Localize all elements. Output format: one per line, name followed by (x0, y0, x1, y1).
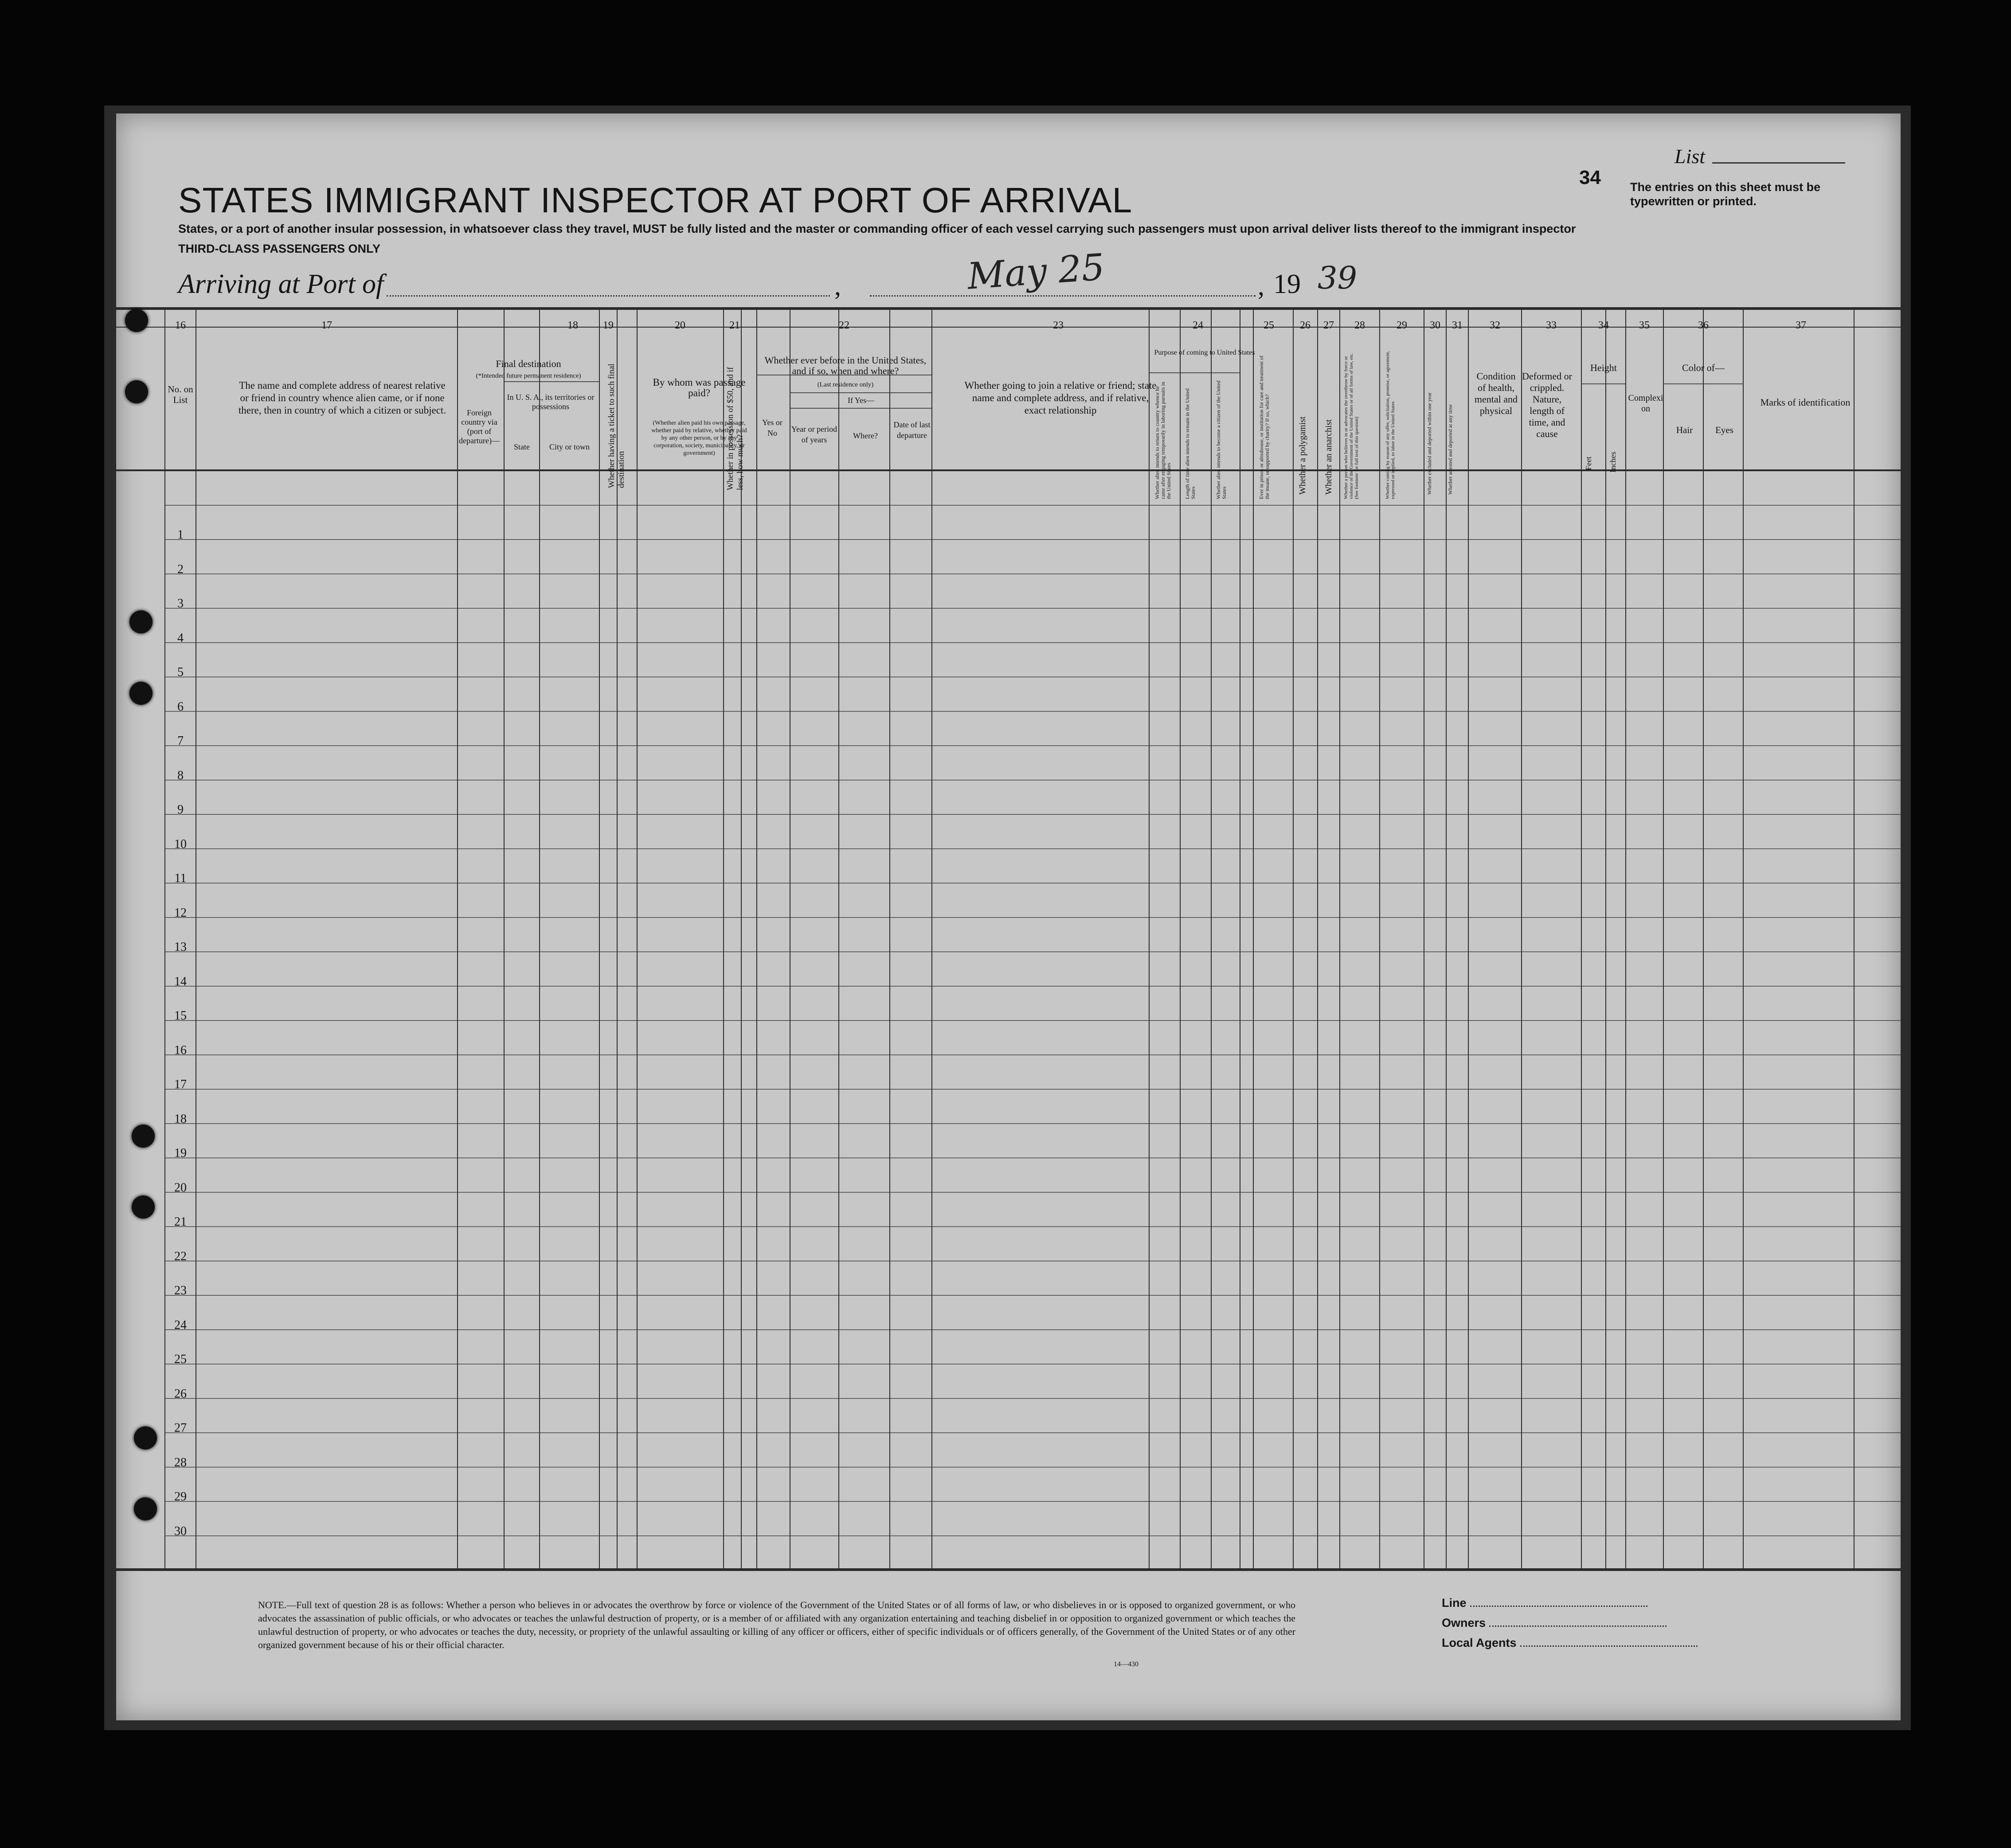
col18-subtitle: (*Intended future permanent residence) (476, 372, 581, 379)
col18-city: City or town (549, 442, 590, 451)
row-number: 23 (174, 1284, 187, 1297)
col19-header: Whether having a ticket to such final destination (607, 363, 626, 488)
col22-yesno: Yes or No (762, 418, 782, 438)
col22-where: Where? (853, 431, 878, 440)
row-number: 19 (174, 1146, 187, 1160)
column-number: 19 (603, 320, 614, 331)
handwritten-year: 39 (1318, 260, 1358, 296)
row-number: 12 (174, 906, 187, 920)
row-number: 17 (174, 1078, 187, 1091)
row-number: 6 (177, 699, 184, 714)
line-dots (1470, 1606, 1647, 1607)
row-number: 16 (174, 1043, 187, 1057)
binder-hole (129, 610, 153, 633)
agents-label: Local Agents (1442, 1636, 1517, 1649)
column-number: 32 (1490, 320, 1500, 331)
col35-header: Complexion (1628, 393, 1663, 414)
row-number: 27 (174, 1421, 187, 1435)
col29-header: Whether coming by reason of any offer, solicitation, promise, or agreement, expressed or implied, to labor in the United States (1385, 351, 1396, 499)
column-number: 20 (675, 320, 685, 331)
row-number: 15 (174, 1009, 187, 1023)
col36-hair: Hair (1676, 425, 1693, 435)
row-number: 21 (174, 1215, 187, 1229)
col24-title: Purpose of coming to United States (1154, 349, 1255, 356)
col30-header: Whether excluded and deported within one year (1426, 392, 1432, 495)
col36-eyes: Eyes (1715, 425, 1733, 435)
page-title: STATES IMMIGRANT INSPECTOR AT PORT OF ARRIVAL (178, 180, 1133, 220)
col22-subtitle: (Last residence only) (817, 381, 874, 388)
year-prefix: 19 (1273, 269, 1301, 299)
column-number: 22 (839, 320, 849, 331)
binder-hole (125, 309, 148, 332)
col32-header: Condition of health, mental and physical (1474, 371, 1518, 416)
col18-usa: In U. S. A., its territories or possessions (507, 393, 595, 411)
line-field[interactable] (1442, 1596, 1647, 1610)
row-number: 2 (177, 562, 184, 576)
footer-note: NOTE.—Full text of question 28 is as follows: Whether a person who believes in or advocates the overthrow by force or violence of the Government of the United States or of all forms of law, or who disbelieves in or is opposed to organized government, or who advocates the assassination of public officials, or who advocates or teaches the unlawful destruction of property, or is a member of or affiliated with any organization entertaining and teaching disbelief in or opposition to organized government or which teaches the unlawful destruction of property, or who advocates or teaches the duty, necessity, or propriety of the unlawful assaulting or killing of any officer or officers, either of specific individuals or of officers generally, of the Government of the United States or of any other organized government because of his or their official character. (258, 1599, 1295, 1650)
row-number: 9 (177, 803, 184, 817)
row-number: 22 (174, 1249, 187, 1263)
handwritten-date: May 25 (966, 246, 1106, 298)
row-number: 4 (177, 631, 184, 645)
col36-title: Color of— (1682, 362, 1725, 373)
column-number: 30 (1430, 320, 1440, 331)
class-label: THIRD-CLASS PASSENGERS ONLY (178, 242, 381, 255)
col18-title: Final destination (496, 358, 561, 369)
column-number: 23 (1053, 320, 1064, 331)
row-number: 18 (174, 1112, 187, 1126)
binder-hole (125, 380, 148, 403)
line-label: Line (1442, 1596, 1467, 1610)
comma: , (1258, 271, 1264, 301)
grid-lines (116, 113, 1901, 1720)
owners-label: Owners (1442, 1616, 1486, 1629)
owners-dots (1489, 1625, 1667, 1627)
col24b-header: Length of time alien intends to remain in the United States (1184, 388, 1196, 499)
column-number: 34 (1598, 320, 1609, 331)
column-number: 27 (1323, 320, 1334, 331)
entries-note: The entries on this sheet must be typewritten or printed. (1630, 180, 1821, 208)
row-number: 26 (174, 1387, 187, 1401)
col18-foreign: Foreign country via (port of departure)— (459, 408, 500, 445)
column-number: 29 (1397, 320, 1407, 331)
column-number: 25 (1264, 320, 1274, 331)
col28-header: Whether a person who believes in or advocates the overthrow by force or violence of the Government of the United States or of all forms of law, etc. (See footnote for full text of this question) (1343, 353, 1359, 499)
row-number: 3 (177, 597, 184, 610)
col22-title: Whether ever before in the United States, and if so, when and where? (764, 355, 927, 376)
col34-feet: Feet (1584, 457, 1593, 470)
list-number-stamp: 34 (1579, 167, 1601, 188)
column-number: 26 (1300, 320, 1311, 331)
col26-header: Whether a polygamist (1298, 416, 1307, 495)
column-number: 18 (567, 320, 578, 331)
row-number: 11 (174, 871, 187, 885)
column-number: 31 (1452, 320, 1463, 331)
row-number: 30 (174, 1524, 187, 1538)
col21-header: Whether in possession of $50, and if less, how much? (726, 367, 745, 490)
col24c-header: Whether alien intends to become a citizen of the United States (1215, 380, 1227, 499)
form-code: 14—430 (1114, 1660, 1139, 1668)
row-number: 24 (174, 1318, 187, 1332)
col20-subtitle: (Whether alien paid his own passage, whether paid by relative, whether paid by any other person, or by any corporation, society, municipality, or government) (651, 420, 747, 457)
column-number: 35 (1639, 320, 1650, 331)
row-number: 28 (174, 1455, 187, 1469)
col31-header: Whether arrested and deported at any time (1447, 404, 1453, 495)
row-number: 7 (177, 734, 184, 748)
column-number: 33 (1546, 320, 1557, 331)
row-number: 20 (174, 1180, 187, 1195)
row-number: 13 (174, 940, 187, 954)
col22-year: Year or period of years (791, 425, 837, 444)
col34-title: Height (1590, 362, 1617, 373)
comma: , (834, 271, 841, 301)
col25-header: Ever in prison or almshouse, or institution for care and treatment of the insane, or supported by charity? If so, which? (1258, 356, 1270, 499)
col33-header: Deformed or crippled. Nature, length of time, and cause (1522, 371, 1572, 439)
col34-inches: Inches (1608, 452, 1617, 473)
owners-field[interactable] (1442, 1616, 1667, 1630)
instruction-text: States, or a port of another insular possession, in whatsoever class they travel, MUST be fully listed and the master or commanding officer of each vessel carrying such passengers must upon arrival deliver lists thereof to the immigrant inspector (178, 222, 1576, 235)
col37-header: Marks of identification (1760, 397, 1851, 408)
column-number: 17 (321, 320, 332, 331)
col16-header: No. on List (168, 384, 193, 405)
col22-date: Date of last departure (893, 420, 931, 440)
col24a-header: Whether alien intends to return to country whence he came after engaging temporarily in laboring pursuits in the United States (1154, 382, 1172, 499)
row-number: 14 (174, 974, 187, 988)
binder-hole (132, 1196, 155, 1219)
agents-dots (1520, 1645, 1698, 1647)
binder-hole (132, 1125, 155, 1148)
col17-header: The name and complete address of nearest relative or friend in country whence alien came, or if none there, then in country of which a citizen or subject. (238, 380, 446, 416)
column-number: 36 (1698, 320, 1709, 331)
row-number: 5 (177, 665, 184, 679)
row-number: 29 (174, 1490, 187, 1504)
column-number: 16 (175, 320, 186, 331)
manifest-sheet (116, 113, 1901, 1720)
binder-hole (134, 1497, 157, 1520)
col27-header: Whether an anarchist (1324, 419, 1334, 495)
agents-field[interactable] (1442, 1636, 1698, 1650)
col22-ifyes: If Yes— (847, 396, 874, 405)
row-number: 10 (174, 837, 187, 851)
col20-title: By whom was passage paid? (653, 377, 746, 399)
col18-state: State (514, 442, 530, 451)
binder-hole (129, 682, 153, 705)
col23-header: Whether going to join a relative or friend; state name and complete address, and if relative, exact relationship (964, 380, 1157, 416)
column-number: 24 (1193, 320, 1203, 331)
binder-hole (134, 1426, 157, 1449)
arriving-label: Arriving at Port of (178, 269, 384, 299)
row-number: 1 (177, 528, 184, 542)
column-number: 37 (1796, 320, 1806, 331)
row-number: 25 (174, 1352, 187, 1366)
list-label: List (1675, 145, 1706, 168)
column-number: 28 (1354, 320, 1365, 331)
column-number: 21 (729, 320, 740, 331)
row-number: 8 (177, 768, 184, 782)
